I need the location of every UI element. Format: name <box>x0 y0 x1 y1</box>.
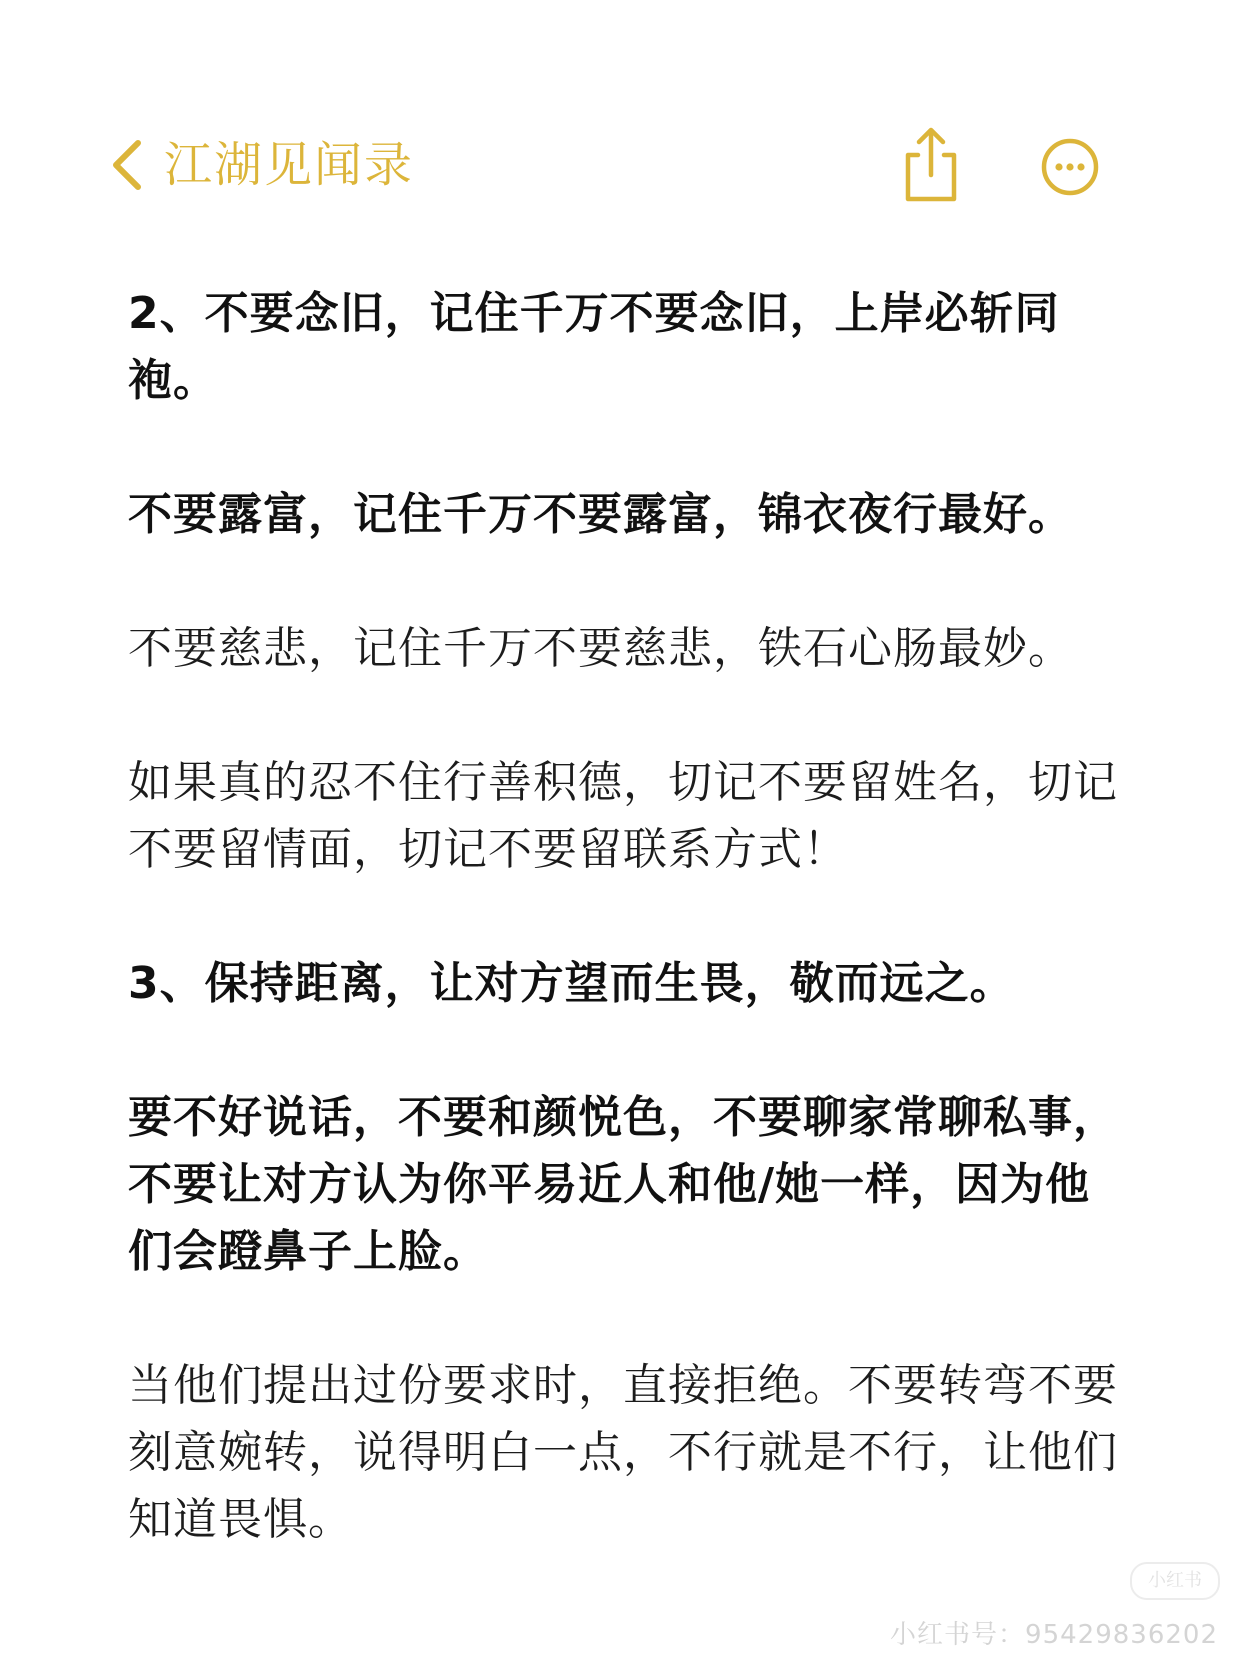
watermark-text: 小红书号：95429836202 <box>890 1620 1218 1650</box>
note-paragraph-7: 当他们提出过份要求时，直接拒绝。不要转弯不要刻意婉转，说得明白一点，不行就是不行，让他们知道畏惧。 <box>128 1360 1118 1545</box>
chevron-left-icon <box>108 137 146 193</box>
back-button[interactable] <box>108 120 414 210</box>
watermark-badge: 小红书 <box>1130 1562 1220 1600</box>
more-button[interactable] <box>1040 137 1100 197</box>
note-paragraph-3: 不要慈悲，记住千万不要慈悲，铁石心肠最妙。 <box>128 623 1073 674</box>
note-paragraph-2: 不要露富，记住千万不要露富，锦衣夜行最好。 <box>128 489 1073 540</box>
note-body[interactable] <box>128 280 1128 1620</box>
share-icon <box>896 125 966 205</box>
note-paragraph-6: 要不好说话，不要和颜悦色，不要聊家常聊私事，不要让对方认为你平易近人和他/她一样，因为他们会蹬鼻子上脸。 <box>128 1092 1118 1277</box>
ellipsis-circle-icon <box>1040 137 1100 197</box>
share-button[interactable] <box>896 125 966 205</box>
back-label: 江湖见闻录 <box>164 137 415 193</box>
note-paragraph-1: 2、不要念旧，记住千万不要念旧，上岸必斩同袍。 <box>128 288 1060 406</box>
note-paragraph-4: 如果真的忍不住行善积德，切记不要留姓名，切记不要留情面，切记不要留联系方式！ <box>128 757 1118 875</box>
note-paragraph-5: 3、保持距离，让对方望而生畏，敬而远之。 <box>128 958 1015 1009</box>
nav-bar <box>0 0 1242 240</box>
